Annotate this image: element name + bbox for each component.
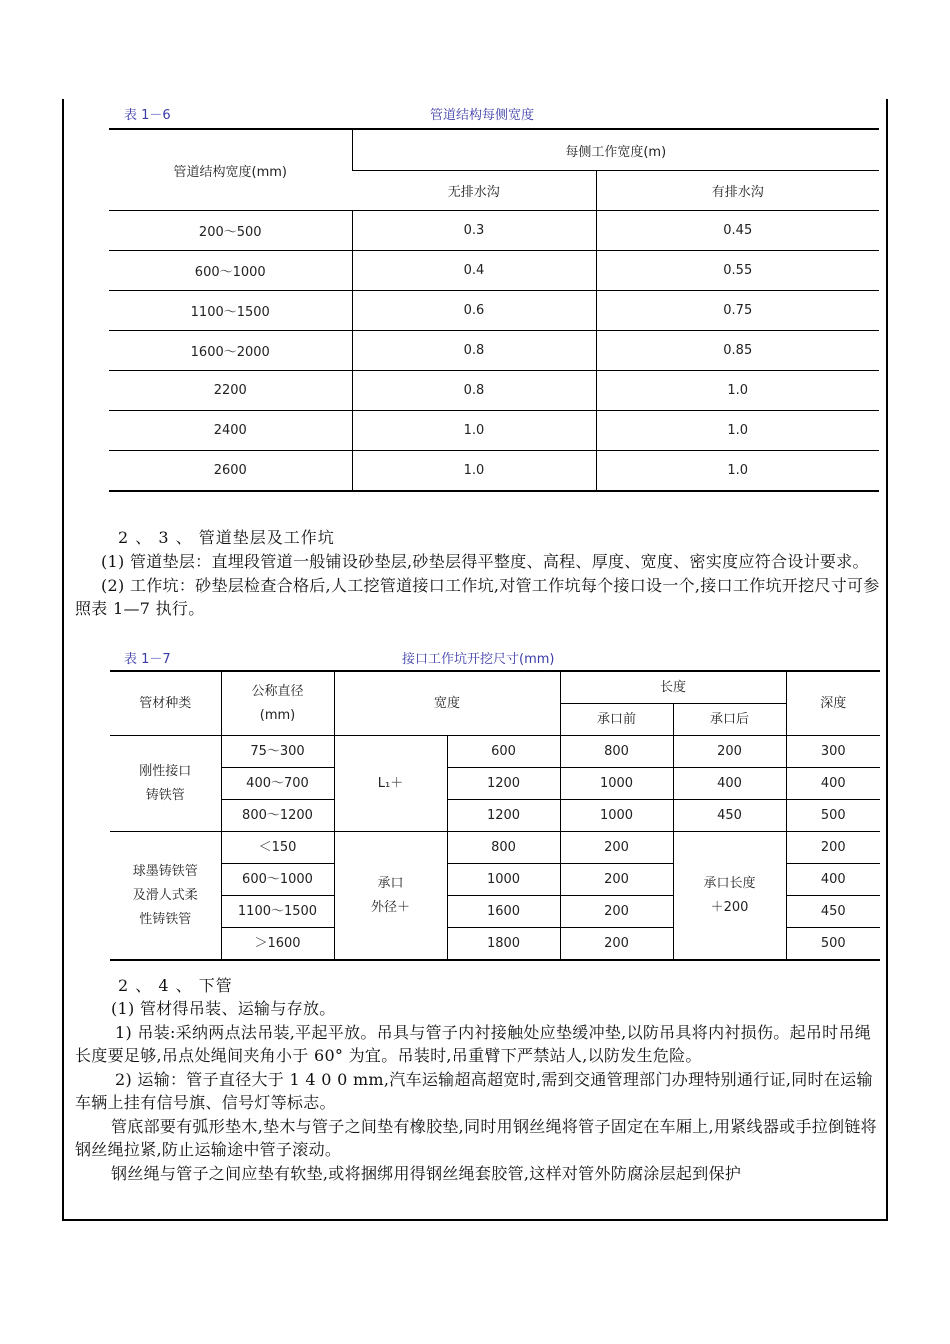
paragraph: (1) 管道垫层：直埋段管道一般铺设砂垫层,砂垫层得平整度、高程、厚度、宽度、密实度应符合设计要求。 xyxy=(101,552,869,571)
header-width: 宽度 xyxy=(334,671,560,736)
cell: 400 xyxy=(673,768,786,800)
header-pipe-type: 管材种类 xyxy=(110,671,221,736)
group2-after-1: 承口长度 xyxy=(703,875,756,891)
cell: 200 xyxy=(560,896,673,928)
cell: 600～1000 xyxy=(221,864,334,896)
cell: 2600 xyxy=(109,451,352,492)
cell: 200 xyxy=(673,736,786,768)
group2-after-socket xyxy=(673,832,786,961)
cell: 2400 xyxy=(109,411,352,451)
table-row xyxy=(109,251,879,291)
cell: 1800 xyxy=(447,928,560,961)
table17-label: 表 1－7 xyxy=(124,652,171,667)
group2-width-1: 承口 xyxy=(377,875,404,891)
cell: 1200 xyxy=(447,768,560,800)
group1-name xyxy=(110,736,221,832)
cell: 1000 xyxy=(447,864,560,896)
paragraph: 2) 运输：管子直径大于 1 4 0 0 mm,汽车运输超高超宽时,需到交通管理部门办理特别通行证,同时在运输车辆上挂有信号旗、信号灯等标志。 xyxy=(75,1069,873,1112)
table-row xyxy=(109,371,879,411)
table-row xyxy=(110,768,880,800)
cell: 800 xyxy=(560,736,673,768)
cell: 500 xyxy=(786,800,880,832)
table-row xyxy=(109,411,879,451)
cell: 0.8 xyxy=(352,331,596,371)
paragraph: 钢丝绳与管子之间应垫有软垫,或将捆绑用得钢丝绳套胶管,这样对管外防腐涂层起到保护 xyxy=(111,1163,742,1183)
group2-width-2: 外径＋ xyxy=(370,899,410,915)
table16-label: 表 1－6 xyxy=(124,108,171,123)
header-nominal-dia-2: (mm) xyxy=(259,707,296,723)
cell: 200 xyxy=(560,832,673,864)
table17-title: 接口工作坑开挖尺寸(mm) xyxy=(402,652,555,667)
cell: 1.0 xyxy=(352,411,596,451)
cell: 1200 xyxy=(447,800,560,832)
cell: 0.55 xyxy=(596,251,879,291)
cell: 400 xyxy=(786,864,880,896)
cell: 800 xyxy=(447,832,560,864)
cell: 2200 xyxy=(109,371,352,411)
group1-name-2: 铸铁管 xyxy=(145,787,185,803)
cell: 300 xyxy=(786,736,880,768)
cell: 800～1200 xyxy=(221,800,334,832)
table16-title: 管道结构每侧宽度 xyxy=(430,108,535,123)
paragraph: (2) 工作坑：砂垫层检查合格后,人工挖管道接口工作坑,对管工作坑每个接口设一个,接口工作坑开挖尺寸可参照表 1—7 执行。 xyxy=(75,575,880,618)
cell: 1600～2000 xyxy=(109,331,352,371)
header-before-socket: 承口前 xyxy=(560,704,673,736)
cell: 200～500 xyxy=(109,211,352,251)
section-2-3-heading: 2 、 3 、 管道垫层及工作坑 xyxy=(118,528,335,547)
cell: 1.0 xyxy=(596,451,879,492)
header-after-socket: 承口后 xyxy=(673,704,786,736)
cell: 1.0 xyxy=(352,451,596,492)
cell: 0.4 xyxy=(352,251,596,291)
cell: 400 xyxy=(786,768,880,800)
cell: 1.0 xyxy=(596,411,879,451)
table-row xyxy=(110,832,880,864)
group2-name-3: 性铸铁管 xyxy=(139,911,192,927)
table-row xyxy=(109,291,879,331)
cell: 0.85 xyxy=(596,331,879,371)
cell: 500 xyxy=(786,928,880,961)
cell: 1100～1500 xyxy=(221,896,334,928)
cell: 0.6 xyxy=(352,291,596,331)
group2-name-2: 及滑人式柔 xyxy=(132,887,198,903)
paragraph: 1) 吊装:采纳两点法吊装,平起平放。吊具与管子内衬接触处应垫缓冲垫,以防吊具将内衬损伤。起吊时吊绳长度要足够,吊点处绳间夹角小于 60° 为宜。吊装时,吊重臂下严禁站人,以防发生危险。 xyxy=(75,1022,872,1065)
section-2-4-heading: 2 、 4 、 下管 xyxy=(118,976,233,995)
section-2-3-body xyxy=(75,550,880,621)
header-work-width: 每侧工作宽度(m) xyxy=(352,129,879,171)
group1-name-1: 刚性接口 xyxy=(139,763,192,779)
cell: ＞1600 xyxy=(221,928,334,961)
header-struct-width: 管道结构宽度(mm) xyxy=(109,129,352,211)
table-row xyxy=(110,736,880,768)
cell: 600 xyxy=(447,736,560,768)
cell: 1000 xyxy=(560,800,673,832)
header-no-ditch: 无排水沟 xyxy=(352,171,596,211)
cell: 450 xyxy=(673,800,786,832)
cell: 1.0 xyxy=(596,371,879,411)
header-nominal-dia-1: 公称直径 xyxy=(251,683,304,699)
header-depth: 深度 xyxy=(786,671,880,736)
group2-width-prefix xyxy=(334,832,447,961)
cell: 75～300 xyxy=(221,736,334,768)
table-row xyxy=(109,331,879,371)
group2-after-2: ＋200 xyxy=(710,899,749,915)
cell: 400～700 xyxy=(221,768,334,800)
cell: 0.8 xyxy=(352,371,596,411)
table-row xyxy=(110,800,880,832)
cell: 1100～1500 xyxy=(109,291,352,331)
table-row xyxy=(109,451,879,492)
group2-name-1: 球墨铸铁管 xyxy=(132,863,198,879)
header-ditch: 有排水沟 xyxy=(596,171,879,211)
cell: 0.45 xyxy=(596,211,879,251)
paragraph: 管底部要有弧形垫木,垫木与管子之间垫有橡胶垫,同时用钢丝绳将管子固定在车厢上,用紧线器或手拉倒链将钢丝绳拉紧,防止运输途中管子滚动。 xyxy=(75,1116,877,1159)
cell: ＜150 xyxy=(221,832,334,864)
group1-width-prefix: L₁＋ xyxy=(334,736,447,832)
table-row xyxy=(109,211,879,251)
cell: 1600 xyxy=(447,896,560,928)
cell: 200 xyxy=(786,832,880,864)
header-nominal-dia xyxy=(221,671,334,736)
section-2-4-body xyxy=(75,997,880,1185)
table-1-6 xyxy=(109,128,879,492)
group2-name xyxy=(110,832,221,961)
table-1-7 xyxy=(110,670,880,961)
cell: 200 xyxy=(560,928,673,961)
paragraph: (1) 管材得吊装、运输与存放。 xyxy=(111,999,336,1018)
header-length: 长度 xyxy=(560,671,786,704)
cell: 600～1000 xyxy=(109,251,352,291)
cell: 1000 xyxy=(560,768,673,800)
cell: 450 xyxy=(786,896,880,928)
cell: 200 xyxy=(560,864,673,896)
cell: 0.3 xyxy=(352,211,596,251)
cell: 0.75 xyxy=(596,291,879,331)
